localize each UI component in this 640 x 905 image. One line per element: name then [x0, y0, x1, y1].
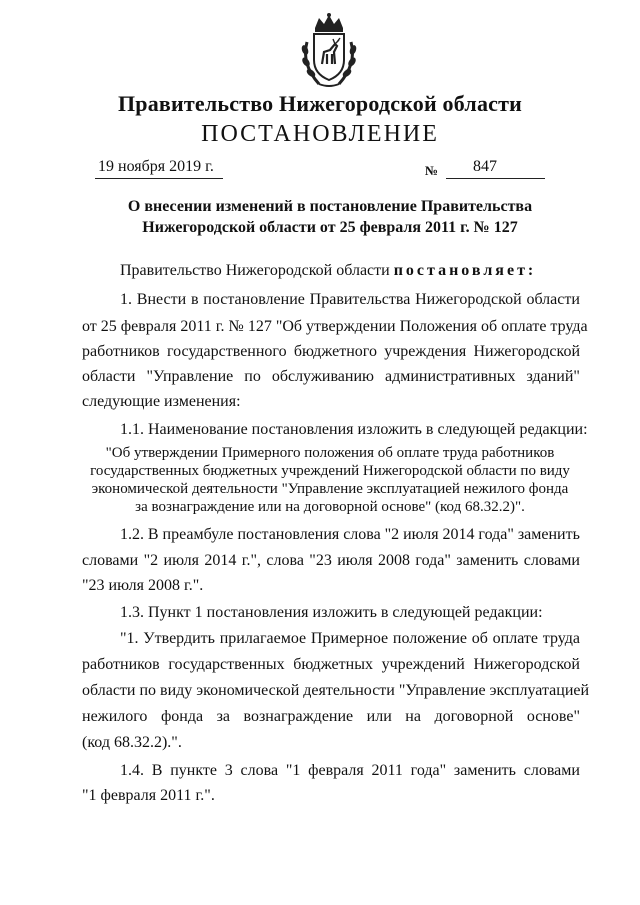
date-underline: [95, 178, 223, 179]
word: февраля: [308, 762, 364, 779]
document-type: ПОСТАНОВЛЕНИЕ: [201, 121, 439, 147]
word: обслуживанию: [271, 368, 374, 385]
word: государственных: [168, 656, 285, 673]
coat-of-arms-emblem: [297, 12, 361, 90]
word: Нижегородской: [473, 656, 580, 673]
word: Внести: [136, 291, 187, 308]
word: или: [366, 708, 392, 725]
preamble: [120, 262, 536, 280]
number-sign: №: [425, 163, 439, 178]
word: вознаграждение: [243, 708, 354, 725]
word: области: [82, 368, 136, 385]
word: учреждения: [384, 343, 467, 360]
item1-2-line3: "23 июля 2008 г.".: [82, 577, 204, 594]
word: договорной: [434, 708, 514, 725]
word: учреждений: [381, 656, 465, 673]
word: на: [405, 708, 421, 725]
word: июля: [337, 552, 373, 569]
document-date: 19 ноября 2019 г.: [98, 158, 214, 175]
quote-line: экономической деятельности "Управление эксплуатацией нежилого фонда: [91, 481, 569, 497]
organization-title: Правительство Нижегородской области: [117, 91, 522, 116]
word: труда: [542, 630, 580, 647]
document-number: 847: [473, 158, 497, 175]
word: В: [147, 526, 159, 543]
word: г.",: [241, 552, 262, 569]
item1-3-line4: [82, 708, 580, 726]
word: по: [244, 368, 261, 385]
word: "2: [384, 526, 400, 543]
word: заменить: [453, 762, 516, 779]
word: Правительства: [309, 291, 411, 308]
word: 2014: [204, 552, 237, 569]
word: слова: [266, 552, 304, 569]
document-subject: [60, 196, 600, 238]
item1-3-line5: (код 68.32.2).".: [82, 734, 182, 751]
word: года": [410, 762, 447, 779]
word: 2011: [371, 762, 403, 779]
word: 1.: [120, 291, 132, 308]
word: бюджетных: [293, 656, 373, 673]
word: словами: [523, 762, 580, 779]
word: словами: [523, 552, 580, 569]
word: 2008: [378, 552, 411, 569]
word: области: [526, 291, 580, 308]
item1-3-line2: [82, 656, 580, 674]
word: словами: [82, 552, 139, 569]
word: июля: [163, 552, 199, 569]
quote-line: "Об утверждении Примерного положения об оплате труда работников: [105, 445, 555, 461]
word: слова: [343, 526, 381, 543]
word: бюджетного: [293, 343, 377, 360]
word: 1.2.: [120, 526, 144, 543]
item1-3-text: 1.3. Пункт 1 постановления изложить в следующей редакции:: [120, 604, 543, 621]
item1-1-text: 1.1. Наименование постановления изложить в следующей редакции:: [120, 421, 588, 438]
word: "23: [309, 552, 332, 569]
word: пункте: [170, 762, 217, 779]
word: постановления: [237, 526, 340, 543]
item1-4-line1: [120, 762, 580, 780]
word: Примерное: [310, 630, 389, 647]
word: В: [151, 762, 163, 779]
item1-3-line3: области по виду экономической деятельности "Управление эксплуатацией: [82, 682, 590, 699]
word: заменить: [517, 526, 580, 543]
word: основе": [526, 708, 580, 725]
word: "Управление: [146, 368, 234, 385]
word: в: [190, 291, 199, 308]
word: 2014: [442, 526, 475, 543]
preamble-text: Правительство Нижегородской области: [120, 262, 390, 279]
word: Нижегородской: [415, 291, 522, 308]
item1-line1: [120, 291, 580, 309]
item1-line2: от 25 февраля 2011 г. № 127 "Об утверждении Положения об оплате труда: [82, 318, 588, 335]
word: положение: [392, 630, 467, 647]
word: об: [471, 630, 488, 647]
word: года": [478, 526, 514, 543]
word: преамбуле: [162, 526, 234, 543]
quote-line: государственных бюджетных учреждений Нижегородской области по виду: [90, 463, 570, 479]
item1-line4: [82, 368, 580, 386]
item1-3-line1: [120, 630, 580, 648]
word: 3: [224, 762, 233, 779]
word: "2: [143, 552, 159, 569]
item1-2-line2: [82, 552, 580, 570]
word: июля: [403, 526, 439, 543]
word: постановление: [203, 291, 305, 308]
word: зданий": [526, 368, 580, 385]
word: нежилого: [82, 708, 148, 725]
subject-line: О внесении изменений в постановление Правительства: [127, 198, 533, 215]
word: государственного: [166, 343, 287, 360]
item1-4-line2: "1 февраля 2011 г.".: [82, 787, 215, 804]
word: оплате: [492, 630, 538, 647]
item1-line3: [82, 343, 580, 361]
item1-2-line1: [120, 526, 580, 544]
subject-line: Нижегородской области от 25 февраля 2011 г. № 127: [142, 219, 518, 236]
word: "1: [285, 762, 301, 779]
word: заменить: [456, 552, 519, 569]
item1-line5: следующие изменения:: [82, 393, 241, 410]
word: прилагаемое: [219, 630, 307, 647]
number-underline: [446, 178, 545, 179]
word: работников: [82, 343, 160, 360]
word: слова: [240, 762, 279, 779]
word: Нижегородской: [473, 343, 580, 360]
word: Утвердить: [143, 630, 215, 647]
decree-word: постановляет:: [393, 262, 537, 279]
word: "1.: [120, 630, 139, 647]
word: 1.4.: [120, 762, 144, 779]
word: за: [216, 708, 231, 725]
word: работников: [82, 656, 160, 673]
word: фонда: [160, 708, 204, 725]
quote-line: за вознаграждение или на договорной основе" (код 68.32.2)".: [135, 499, 525, 515]
word: года": [415, 552, 451, 569]
word: административных: [384, 368, 516, 385]
